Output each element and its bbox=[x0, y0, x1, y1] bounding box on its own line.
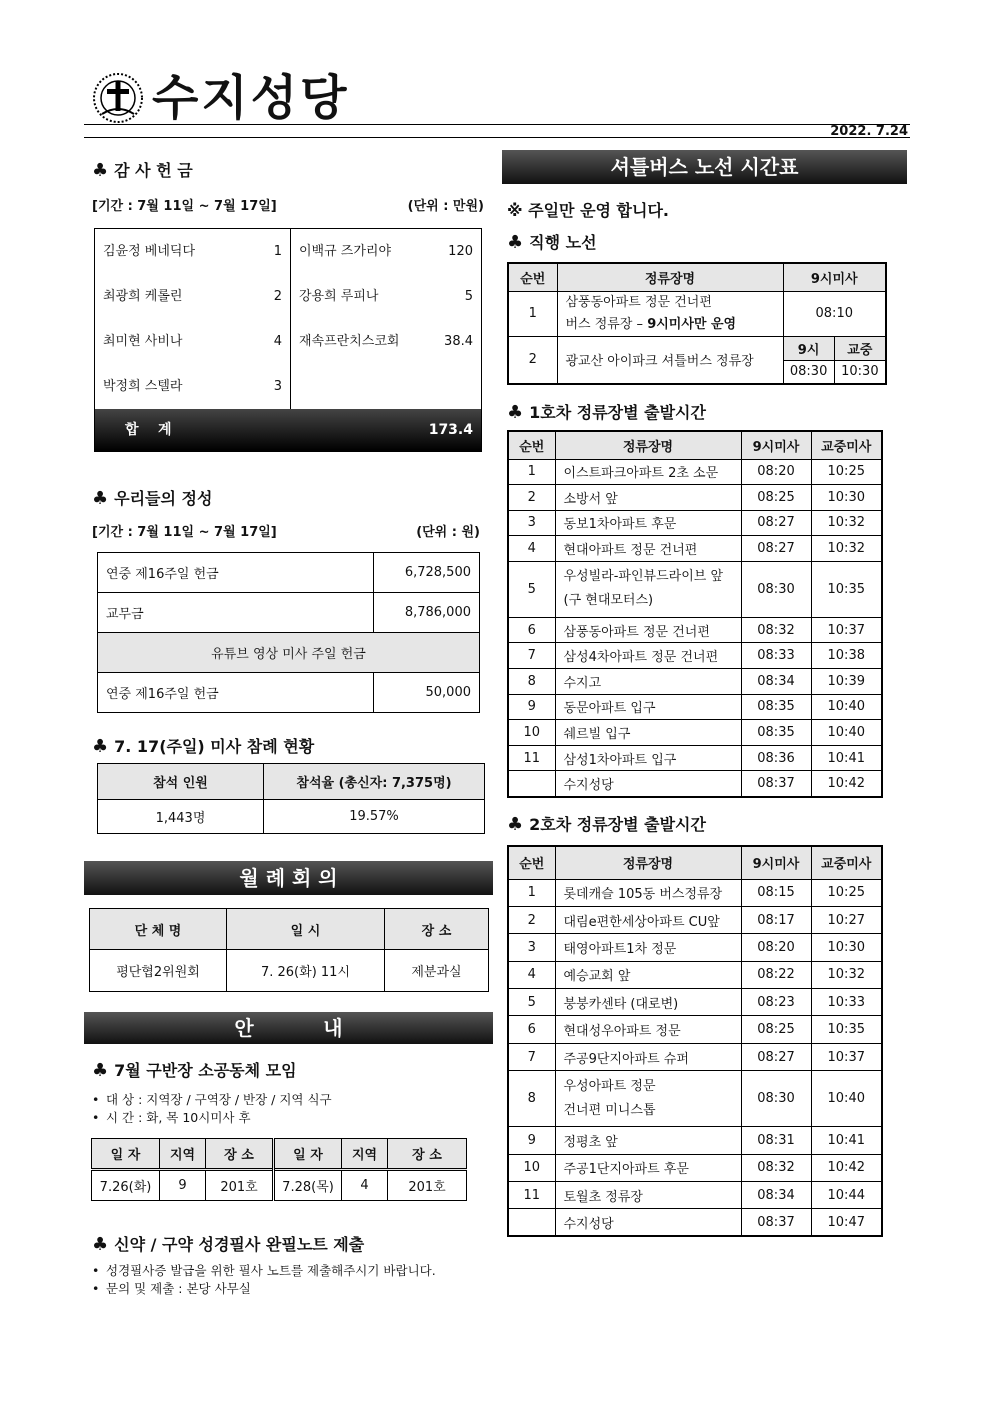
route2-table bbox=[507, 845, 883, 1237]
meeting-datetime: 7. 26(화) 11시 bbox=[227, 950, 385, 992]
stop-name-line2: 건너편 미니스톱 bbox=[563, 1102, 656, 1118]
departure-time-9am: 08:35 bbox=[741, 694, 811, 720]
notice-sub1-bullets bbox=[92, 1091, 482, 1127]
stop-number: 1 bbox=[508, 879, 555, 906]
table-row bbox=[508, 745, 882, 771]
departure-time-main-mass: 10:42 bbox=[811, 771, 882, 797]
column-header: 장 소 bbox=[385, 909, 489, 950]
stop-number: 11 bbox=[508, 745, 555, 771]
stop-name-line1: 삼풍동아파트 정문 건너편 bbox=[565, 294, 712, 310]
stop-name: 주공9단지아파트 슈퍼 bbox=[555, 1043, 741, 1070]
departure-time-main-mass: 10:40 bbox=[811, 694, 882, 720]
departure-time-main-mass: 10:30 bbox=[811, 485, 882, 511]
departure-time-9am: 08:20 bbox=[741, 934, 811, 961]
offering-value: 6,728,500 bbox=[374, 553, 480, 593]
departure-time-main-mass: 10:25 bbox=[811, 459, 882, 485]
column-header: 지역 bbox=[342, 1139, 388, 1170]
table-row bbox=[508, 336, 886, 360]
table-row bbox=[508, 934, 882, 961]
departure-time-main-mass: 10:35 bbox=[811, 561, 882, 617]
donor-name: 김윤정 베네딕다 bbox=[103, 244, 196, 259]
stop-name: 광교산 아이파크 셔틀버스 정류장 bbox=[557, 336, 783, 384]
stop-number: 4 bbox=[508, 536, 555, 562]
thanks-row bbox=[291, 229, 481, 274]
stop-number: 8 bbox=[508, 669, 555, 695]
departure-time-main-mass: 10:41 bbox=[811, 745, 882, 771]
column-header: 지역 bbox=[160, 1139, 206, 1170]
stop-name-line1: 우성빌라-파인뷰드라이브 앞 bbox=[563, 569, 724, 585]
table-row bbox=[508, 263, 886, 291]
club-icon: ♣ bbox=[507, 232, 524, 253]
stop-name: 현대아파트 정문 건너편 bbox=[555, 536, 741, 562]
offering-heading-text: 우리들의 정성 bbox=[114, 489, 213, 508]
stop-number: 2 bbox=[508, 336, 557, 384]
offering-label: 교무금 bbox=[98, 593, 374, 633]
stop-number: 2 bbox=[508, 485, 555, 511]
table-row bbox=[98, 553, 480, 593]
donor-amount: 1 bbox=[273, 244, 282, 259]
stop-name bbox=[555, 561, 741, 617]
stop-name: 쉐르빌 입구 bbox=[555, 720, 741, 746]
departure-time-main-mass: 10:47 bbox=[811, 1209, 882, 1236]
table-row bbox=[508, 561, 882, 617]
departure-time: 10:30 bbox=[834, 360, 886, 384]
attendance-heading-text: 7. 17(주일) 미사 참례 현황 bbox=[114, 737, 315, 756]
thanks-table bbox=[94, 228, 482, 452]
column-header: 정류장명 bbox=[557, 263, 783, 291]
parish-title: 수지성당 bbox=[152, 70, 350, 126]
stop-name: 수지성당 bbox=[555, 1209, 741, 1236]
table-row bbox=[90, 950, 489, 992]
departure-time: 08:10 bbox=[783, 291, 886, 336]
stop-name: 동보1차아파트 후문 bbox=[555, 510, 741, 536]
column-header: 정류장명 bbox=[555, 846, 741, 879]
stop-name: 삼풍동아파트 정문 건너편 bbox=[555, 617, 741, 643]
stop-name: 대림e편한세상아파트 CU앞 bbox=[555, 906, 741, 933]
route2-heading bbox=[507, 814, 706, 836]
attendance-heading bbox=[92, 736, 314, 758]
column-header: 장 소 bbox=[388, 1139, 467, 1170]
table-row bbox=[508, 459, 882, 485]
stop-number: 8 bbox=[508, 1071, 555, 1127]
donor-name: 이백규 즈가리야 bbox=[299, 244, 392, 259]
departure-time-main-mass: 10:32 bbox=[811, 510, 882, 536]
column-header: 교중 bbox=[834, 336, 886, 360]
meeting-place: 제분과실 bbox=[385, 950, 489, 992]
column-header: 교중미사 bbox=[811, 846, 882, 879]
direct-heading bbox=[507, 232, 597, 254]
departure-time-main-mass: 10:32 bbox=[811, 536, 882, 562]
donor-name: 강용희 루피나 bbox=[299, 289, 379, 304]
departure-time-main-mass: 10:25 bbox=[811, 879, 882, 906]
list-item: • 문의 및 제출 : 본당 사무실 bbox=[92, 1280, 452, 1298]
shuttle-banner: 셔틀버스 노선 시간표 bbox=[502, 150, 907, 184]
table-row bbox=[508, 846, 882, 879]
column-header: 9시미사 bbox=[741, 846, 811, 879]
offering-value: 50,000 bbox=[374, 673, 480, 713]
column-header: 순번 bbox=[508, 431, 555, 459]
thanks-row bbox=[95, 229, 290, 274]
offering-heading bbox=[92, 488, 212, 510]
column-header: 일 시 bbox=[227, 909, 385, 950]
table-row bbox=[508, 989, 882, 1016]
notice-sub2-heading bbox=[92, 1234, 364, 1256]
meeting-banner: 월 례 회 의 bbox=[84, 861, 493, 895]
departure-time-9am: 08:30 bbox=[741, 561, 811, 617]
stop-number: 2 bbox=[508, 906, 555, 933]
meeting-date: 7.28(목) bbox=[274, 1170, 342, 1201]
table-row bbox=[508, 291, 886, 336]
youtube-offering-label: 유튜브 영상 미사 주일 헌금 bbox=[98, 633, 480, 673]
bulletin-date: 2022. 7.24 bbox=[830, 124, 908, 139]
stop-name bbox=[557, 291, 783, 336]
meeting-date: 7.26(화) bbox=[92, 1170, 160, 1201]
table-row bbox=[508, 1127, 882, 1154]
stop-name: 수지성당 bbox=[555, 771, 741, 797]
departure-time-9am: 08:17 bbox=[741, 906, 811, 933]
stop-name: 소방서 앞 bbox=[555, 485, 741, 511]
thanks-period: [기간 : 7월 11일 ~ 7월 17일] bbox=[92, 199, 277, 214]
stop-number: 4 bbox=[508, 961, 555, 988]
stop-name: 삼성4차아파트 정문 건너편 bbox=[555, 643, 741, 669]
club-icon: ♣ bbox=[507, 402, 524, 423]
departure-time-9am: 08:27 bbox=[741, 1043, 811, 1070]
thanks-left-column bbox=[95, 229, 291, 409]
offering-unit: (단위 : 원) bbox=[416, 525, 480, 540]
thanks-right-column bbox=[291, 229, 481, 409]
departure-time-9am: 08:23 bbox=[741, 989, 811, 1016]
column-header: 교중미사 bbox=[811, 431, 882, 459]
route1-table bbox=[507, 430, 883, 798]
notice-sub2-bullets bbox=[92, 1262, 452, 1298]
departure-time-main-mass: 10:38 bbox=[811, 643, 882, 669]
table-row bbox=[508, 720, 882, 746]
departure-time-main-mass: 10:44 bbox=[811, 1182, 882, 1209]
table-row bbox=[508, 669, 882, 695]
stop-name-line2-bold: 9시미사만 운영 bbox=[647, 316, 737, 332]
departure-time-9am: 08:25 bbox=[741, 485, 811, 511]
column-header: 9시미사 bbox=[783, 263, 886, 291]
donor-amount: 120 bbox=[448, 244, 473, 259]
stop-number: 3 bbox=[508, 510, 555, 536]
direct-heading-text: 직행 노선 bbox=[529, 233, 597, 252]
departure-time-9am: 08:15 bbox=[741, 879, 811, 906]
church-logo bbox=[92, 72, 144, 124]
club-icon: ♣ bbox=[92, 1234, 109, 1255]
list-item: • 시 간 : 화, 목 10시미사 후 bbox=[92, 1109, 482, 1127]
stop-number: 10 bbox=[508, 1154, 555, 1181]
thanks-heading-text: 감 사 헌 금 bbox=[114, 161, 193, 180]
departure-time-9am: 08:30 bbox=[741, 1071, 811, 1127]
donor-name: 최광희 케롤린 bbox=[103, 289, 183, 304]
stop-name: 정평초 앞 bbox=[555, 1127, 741, 1154]
notice-sub1-heading bbox=[92, 1060, 297, 1082]
column-header: 정류장명 bbox=[555, 431, 741, 459]
departure-time-main-mass: 10:27 bbox=[811, 906, 882, 933]
departure-time-main-mass: 10:30 bbox=[811, 934, 882, 961]
column-header: 단 체 명 bbox=[90, 909, 227, 950]
offering-label: 연중 제16주일 헌금 bbox=[98, 673, 374, 713]
attendance-count: 1,443명 bbox=[98, 800, 264, 834]
stop-number: 9 bbox=[508, 694, 555, 720]
offering-table bbox=[97, 552, 480, 713]
club-icon: ♣ bbox=[92, 488, 109, 509]
thanks-heading bbox=[92, 160, 193, 182]
table-row bbox=[508, 617, 882, 643]
table-row bbox=[508, 643, 882, 669]
stop-name: 토월초 정류장 bbox=[555, 1182, 741, 1209]
departure-time-9am: 08:37 bbox=[741, 771, 811, 797]
stop-name-line2: 버스 정류장 – bbox=[565, 316, 648, 332]
column-header: 순번 bbox=[508, 846, 555, 879]
thanks-row bbox=[291, 274, 481, 319]
stop-number: 6 bbox=[508, 1016, 555, 1043]
offering-label: 연중 제16주일 헌금 bbox=[98, 553, 374, 593]
stop-name-line1: 우성아파트 정문 bbox=[563, 1078, 656, 1094]
route1-heading-text: 1호차 정류장별 출발시간 bbox=[529, 403, 706, 422]
thanks-row bbox=[95, 364, 290, 409]
departure-time-9am: 08:32 bbox=[741, 617, 811, 643]
departure-time-9am: 08:27 bbox=[741, 536, 811, 562]
departure-time-9am: 08:35 bbox=[741, 720, 811, 746]
donor-amount: 38.4 bbox=[444, 334, 473, 349]
column-header: 순번 bbox=[508, 263, 557, 291]
departure-time-9am: 08:33 bbox=[741, 643, 811, 669]
departure-time-9am: 08:34 bbox=[741, 1182, 811, 1209]
offering-value: 8,786,000 bbox=[374, 593, 480, 633]
meeting-table bbox=[89, 908, 489, 992]
departure-time-main-mass: 10:39 bbox=[811, 669, 882, 695]
route2-heading-text: 2호차 정류장별 출발시간 bbox=[529, 815, 706, 834]
meeting-room: 201호 bbox=[388, 1170, 467, 1201]
donor-amount: 4 bbox=[273, 334, 282, 349]
column-header: 일 자 bbox=[274, 1139, 342, 1170]
stop-name: 붕붕카센타 (대로변) bbox=[555, 989, 741, 1016]
departure-time-9am: 08:31 bbox=[741, 1127, 811, 1154]
stop-number: 1 bbox=[508, 291, 557, 336]
table-row bbox=[92, 1170, 467, 1201]
stop-name: 태영아파트1차 정문 bbox=[555, 934, 741, 961]
notice-sub2-heading-text: 신약 / 구약 성경필사 완필노트 제출 bbox=[114, 1235, 365, 1254]
table-row bbox=[98, 633, 480, 673]
notice-banner: 안 내 bbox=[84, 1012, 493, 1044]
table-row bbox=[92, 1139, 467, 1170]
small-group-table bbox=[91, 1138, 467, 1201]
donor-name: 박정희 스텔라 bbox=[103, 379, 183, 394]
table-row bbox=[508, 1043, 882, 1070]
thanks-row bbox=[291, 319, 481, 364]
departure-time-main-mass: 10:41 bbox=[811, 1127, 882, 1154]
stop-name bbox=[555, 1071, 741, 1127]
table-row bbox=[98, 593, 480, 633]
meeting-group: 평단협2위원회 bbox=[90, 950, 227, 992]
departure-time-main-mass: 10:37 bbox=[811, 617, 882, 643]
departure-time-main-mass: 10:40 bbox=[811, 720, 882, 746]
table-row bbox=[508, 1071, 882, 1127]
table-row bbox=[508, 879, 882, 906]
donor-name: 최미현 사비나 bbox=[103, 334, 183, 349]
departure-time-9am: 08:34 bbox=[741, 669, 811, 695]
list-item: • 성경필사증 발급을 위한 필사 노트를 제출해주시기 바랍니다. bbox=[92, 1262, 452, 1280]
table-row bbox=[98, 673, 480, 713]
table-row bbox=[508, 961, 882, 988]
table-row bbox=[98, 764, 485, 800]
stop-number: 7 bbox=[508, 1043, 555, 1070]
donor-name: 재속프란치스코회 bbox=[299, 334, 400, 349]
donor-amount: 3 bbox=[273, 379, 282, 394]
departure-time-main-mass: 10:40 bbox=[811, 1071, 882, 1127]
stop-number: 3 bbox=[508, 934, 555, 961]
stop-name: 수지고 bbox=[555, 669, 741, 695]
direct-route-table bbox=[507, 262, 887, 385]
departure-time-9am: 08:25 bbox=[741, 1016, 811, 1043]
table-row bbox=[508, 536, 882, 562]
column-header: 일 자 bbox=[92, 1139, 160, 1170]
stop-number bbox=[508, 1209, 555, 1236]
departure-time: 08:30 bbox=[783, 360, 834, 384]
table-row bbox=[508, 510, 882, 536]
club-icon: ♣ bbox=[92, 160, 109, 181]
stop-number bbox=[508, 771, 555, 797]
thanks-unit: (단위 : 만원) bbox=[407, 199, 484, 214]
list-item: • 대 상 : 지역장 / 구역장 / 반장 / 지역 식구 bbox=[92, 1091, 482, 1109]
stop-number: 10 bbox=[508, 720, 555, 746]
departure-time-9am: 08:22 bbox=[741, 961, 811, 988]
column-header: 참석 인원 bbox=[98, 764, 264, 800]
departure-time-9am: 08:36 bbox=[741, 745, 811, 771]
meeting-room: 201호 bbox=[206, 1170, 274, 1201]
column-header: 9시미사 bbox=[741, 431, 811, 459]
stop-name: 롯데캐슬 105동 버스정류장 bbox=[555, 879, 741, 906]
attendance-rate: 19.57% bbox=[264, 800, 485, 834]
departure-time-main-mass: 10:37 bbox=[811, 1043, 882, 1070]
table-row bbox=[508, 1209, 882, 1236]
departure-time-9am: 08:32 bbox=[741, 1154, 811, 1181]
table-row bbox=[90, 909, 489, 950]
departure-time-main-mass: 10:32 bbox=[811, 961, 882, 988]
stop-name-line2: (구 현대모터스) bbox=[563, 593, 654, 609]
departure-time-main-mass: 10:42 bbox=[811, 1154, 882, 1181]
stop-name: 이스트파크아파트 2초 소문 bbox=[555, 459, 741, 485]
table-row bbox=[508, 694, 882, 720]
departure-time-main-mass: 10:35 bbox=[811, 1016, 882, 1043]
stop-number: 5 bbox=[508, 561, 555, 617]
stop-name: 예승교회 앞 bbox=[555, 961, 741, 988]
total-label: 합 계 bbox=[125, 422, 172, 438]
table-row bbox=[98, 800, 485, 834]
attendance-table bbox=[97, 763, 485, 834]
stop-name: 현대성우아파트 정문 bbox=[555, 1016, 741, 1043]
club-icon: ♣ bbox=[507, 814, 524, 835]
departure-time-9am: 08:27 bbox=[741, 510, 811, 536]
offering-period: [기간 : 7월 11일 ~ 7월 17일] bbox=[92, 525, 277, 540]
table-row bbox=[508, 1016, 882, 1043]
shuttle-note: ※ 주일만 운영 합니다. bbox=[507, 201, 669, 220]
table-row bbox=[508, 906, 882, 933]
route1-heading bbox=[507, 402, 706, 424]
table-row bbox=[508, 1154, 882, 1181]
table-row bbox=[508, 771, 882, 797]
thanks-row bbox=[95, 274, 290, 319]
stop-number: 9 bbox=[508, 1127, 555, 1154]
total-value: 173.4 bbox=[428, 422, 473, 438]
stop-number: 1 bbox=[508, 459, 555, 485]
departure-time-9am: 08:20 bbox=[741, 459, 811, 485]
departure-time-9am: 08:37 bbox=[741, 1209, 811, 1236]
donor-amount: 2 bbox=[273, 289, 282, 304]
column-header: 장 소 bbox=[206, 1139, 274, 1170]
thanks-row bbox=[95, 319, 290, 364]
table-row bbox=[508, 1182, 882, 1209]
stop-name: 삼성1차아파트 입구 bbox=[555, 745, 741, 771]
thanks-total-bar bbox=[95, 409, 481, 451]
meeting-region: 9 bbox=[160, 1170, 206, 1201]
stop-number: 11 bbox=[508, 1182, 555, 1209]
stop-number: 7 bbox=[508, 643, 555, 669]
meeting-region: 4 bbox=[342, 1170, 388, 1201]
column-header: 9시 bbox=[783, 336, 834, 360]
club-icon: ♣ bbox=[92, 1060, 109, 1081]
stop-name: 주공1단지아파트 후문 bbox=[555, 1154, 741, 1181]
table-row bbox=[508, 431, 882, 459]
departure-time-main-mass: 10:33 bbox=[811, 989, 882, 1016]
stop-number: 5 bbox=[508, 989, 555, 1016]
notice-sub1-heading-text: 7월 구반장 소공동체 모임 bbox=[114, 1061, 297, 1080]
stop-name: 동문아파트 입구 bbox=[555, 694, 741, 720]
club-icon: ♣ bbox=[92, 736, 109, 757]
table-row bbox=[508, 485, 882, 511]
column-header: 참석율 (총신자: 7,375명) bbox=[264, 764, 485, 800]
stop-number: 6 bbox=[508, 617, 555, 643]
donor-amount: 5 bbox=[464, 289, 473, 304]
